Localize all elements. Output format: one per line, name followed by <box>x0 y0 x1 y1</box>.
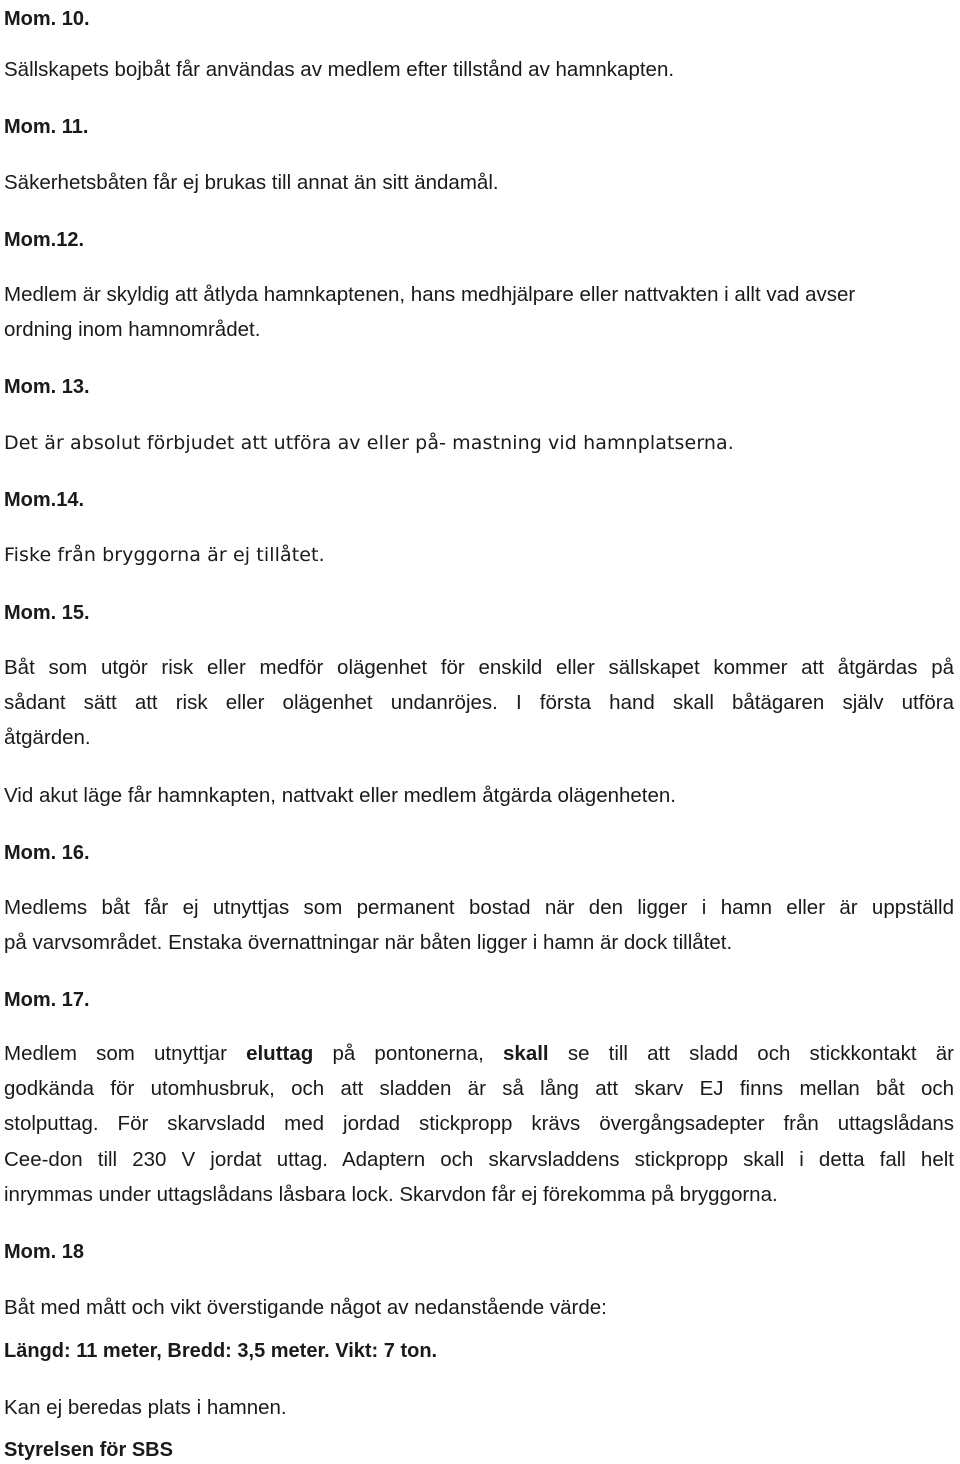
mom10-text: Sällskapets bojbåt får användas av medlem efter tillstånd av hamnkapten. <box>4 58 675 81</box>
mom12-line2: ordning inom hamnområdet. <box>4 318 261 341</box>
mom15-line2: sådant sätt att risk eller olägenhet undanröjes. I första hand skall båtägaren själv utföra <box>4 691 954 714</box>
mom10-heading: Mom. 10. <box>4 8 90 30</box>
mom15-para2: Vid akut läge får hamnkapten, nattvakt eller medlem åtgärda olägenheten. <box>4 784 676 807</box>
mom17-skall: skall <box>503 1042 549 1065</box>
mom13-text: Det är absolut förbjudet att utföra av eller på- mastning vid hamnplatserna. <box>4 432 734 454</box>
signature: Styrelsen för SBS <box>4 1439 173 1461</box>
mom17-line1 <box>4 1041 954 1067</box>
mom18-limits: Längd: 11 meter, Bredd: 3,5 meter. Vikt: 7 ton. <box>4 1340 438 1362</box>
mom17-line1-a: Medlem som utnyttjar <box>4 1042 227 1065</box>
mom14-text: Fiske från bryggorna är ej tillåtet. <box>4 544 325 566</box>
mom17-line5: inrymmas under uttagslådans låsbara lock. Skarvdon får ej förekomma på bryggorna. <box>4 1183 778 1206</box>
mom18-line3: Kan ej beredas plats i hamnen. <box>4 1396 287 1419</box>
mom17-eluttag: eluttag <box>246 1042 314 1065</box>
mom17-line4: Cee-don till 230 V jordat uttag. Adaptern och skarvsladdens stickpropp skall i detta fall helt <box>4 1148 954 1171</box>
mom15-line3: åtgärden. <box>4 726 91 749</box>
mom18-line1: Båt med mått och vikt överstigande något av nedanstående värde: <box>4 1296 607 1319</box>
mom15-heading: Mom. 15. <box>4 602 90 624</box>
mom17-line1-c: på pontonerna, <box>332 1042 484 1065</box>
mom16-line2: på varvsområdet. Enstaka övernattningar när båten ligger i hamn är dock tillåtet. <box>4 931 733 954</box>
mom14-heading: Mom.14. <box>4 489 85 511</box>
mom11-heading: Mom. 11. <box>4 116 89 138</box>
mom15-line1: Båt som utgör risk eller medför olägenhet för enskild eller sällskapet kommer att åtgärdas på <box>4 656 954 679</box>
mom18-heading: Mom. 18 <box>4 1241 85 1263</box>
mom17-line1-e: se till att sladd och stickkontakt är <box>567 1042 954 1065</box>
mom16-heading: Mom. 16. <box>4 842 90 864</box>
mom13-heading: Mom. 13. <box>4 376 90 398</box>
mom17-line2: godkända för utomhusbruk, och att sladden är så lång att skarv EJ finns mellan båt och <box>4 1077 954 1100</box>
mom17-heading: Mom. 17. <box>4 989 90 1011</box>
mom17-line3: stolputtag. För skarvsladd med jordad stickpropp krävs övergångsadepter från uttagslådans <box>4 1112 954 1135</box>
mom16-line1: Medlems båt får ej utnyttjas som permanent bostad när den ligger i hamn eller är uppställd <box>4 896 954 919</box>
mom12-heading: Mom.12. <box>4 229 85 251</box>
mom12-line1: Medlem är skyldig att åtlyda hamnkaptenen, hans medhjälpare eller nattvakten i allt vad avser <box>4 283 856 306</box>
mom11-text: Säkerhetsbåten får ej brukas till annat än sitt ändamål. <box>4 171 499 194</box>
